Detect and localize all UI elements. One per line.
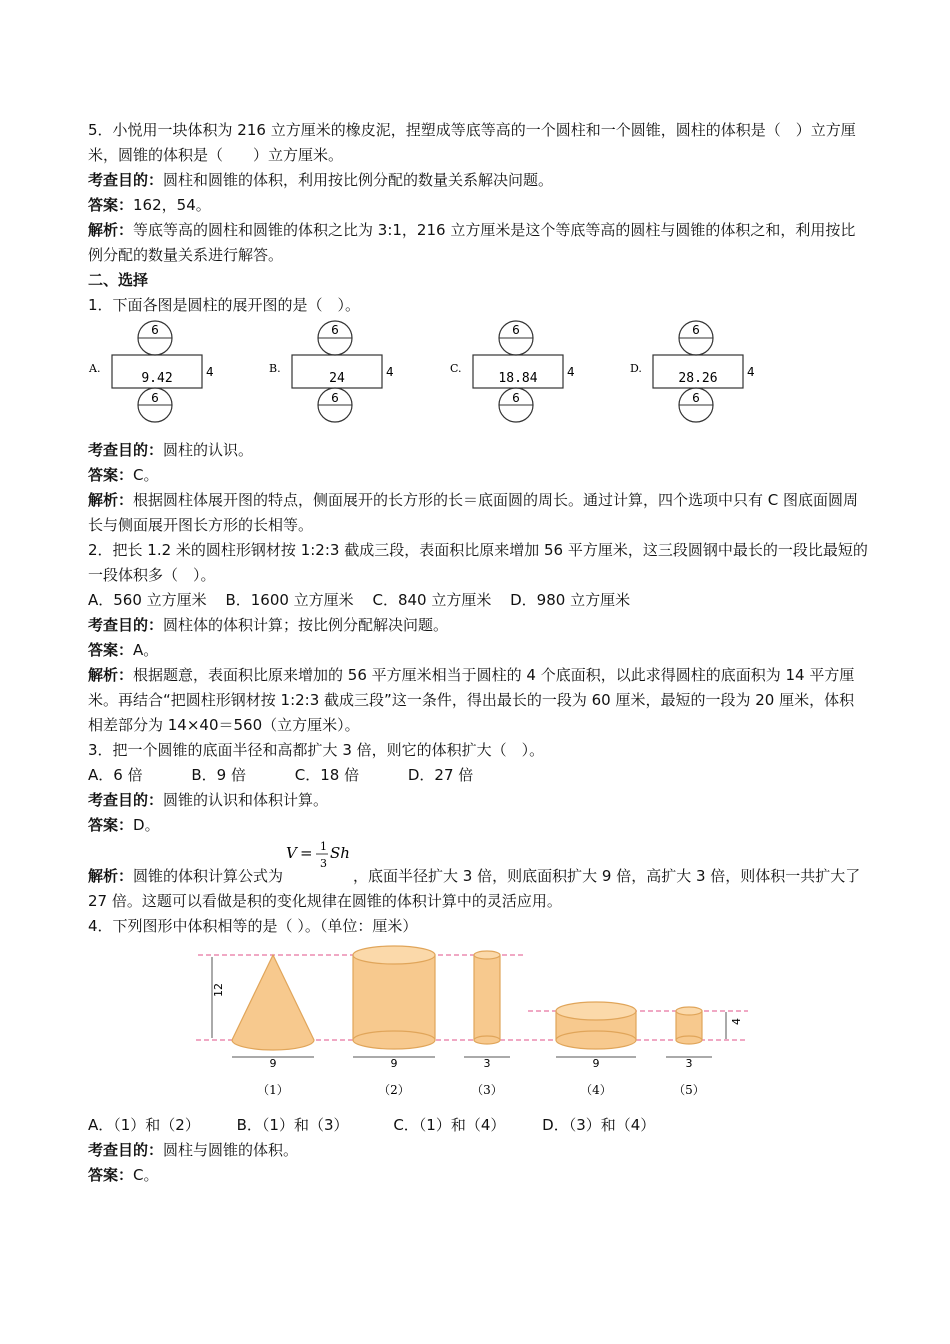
s2-answer xyxy=(88,638,868,663)
net-label: A. xyxy=(89,362,101,375)
option-b: B．（1）和（3） xyxy=(236,1116,349,1134)
analysis-label: 解析： xyxy=(88,666,134,684)
width-label: 3 xyxy=(483,1057,491,1070)
answer-label: 答案： xyxy=(88,641,134,659)
s1-question: 1．下面各图是圆柱的展开图的是（ ）。 xyxy=(88,296,361,314)
option-c: C．18 倍 xyxy=(294,766,360,784)
formula-v: V xyxy=(286,844,297,862)
document-page xyxy=(88,118,868,1188)
rect-length-label: 18.84 xyxy=(498,371,538,386)
volume-formula xyxy=(283,840,353,889)
net-c xyxy=(450,321,575,422)
option-b: B．9 倍 xyxy=(191,766,246,784)
option-d: D．980 立方厘米 xyxy=(510,591,631,609)
cylinder-top xyxy=(474,951,500,959)
cylinder-bottom xyxy=(676,1036,702,1044)
s1-answer xyxy=(88,463,868,488)
answer-text: D。 xyxy=(133,816,160,834)
rect-side-label: 4 xyxy=(206,365,214,379)
answer-text: C。 xyxy=(133,466,159,484)
rect-length-label: 9.42 xyxy=(141,371,173,386)
purpose-text: 圆柱与圆锥的体积。 xyxy=(163,1141,299,1159)
q5-question: 5．小悦用一块体积为 216 立方厘米的橡皮泥，捏塑成等底等高的一个圆柱和一个圆锥，圆柱的体积是（ ）立方厘米，圆锥的体积是（ ）立方厘米。 xyxy=(88,121,856,164)
width-label: 9 xyxy=(592,1057,600,1070)
option-a: A．6 倍 xyxy=(88,766,143,784)
s2-purpose xyxy=(88,613,868,638)
s2-options xyxy=(88,588,868,613)
option-d: D．（3）和（4） xyxy=(542,1116,656,1134)
formula-svg xyxy=(283,836,353,886)
answer-text: C。 xyxy=(133,1166,159,1184)
analysis-text: 根据圆柱体展开图的特点，侧面展开的长方形的长＝底面圆的周长。通过计算，四个选项中只有 C 图底面圆周长与侧面展开图长方形的长相等。 xyxy=(88,491,859,534)
s3-question: 3．把一个圆锥的底面半径和高都扩大 3 倍，则它的体积扩大（ ）。 xyxy=(88,741,545,759)
option-c: C．840 立方厘米 xyxy=(372,591,492,609)
cylinder-top xyxy=(353,946,435,964)
cylinder-body xyxy=(474,955,500,1040)
s1-purpose xyxy=(88,438,868,463)
cylinder-top xyxy=(676,1007,702,1015)
caption: （5） xyxy=(673,1083,705,1097)
width-label: 3 xyxy=(685,1057,693,1070)
analysis-text-after: ，底面半径扩大 3 倍，则底面积扩大 9 倍，高扩大 3 倍，则体积一共扩大了 27 倍。这题可以看做是积的变化规律在圆锥的体积计算中的灵活应用。 xyxy=(88,867,861,910)
s3-analysis xyxy=(88,840,868,914)
solids-figure xyxy=(188,945,768,1105)
s4-question: 4．下列图形中体积相等的是（ ）。（单位：厘米） xyxy=(88,917,418,935)
rect-length-label: 28.26 xyxy=(678,371,718,386)
s4-purpose xyxy=(88,1138,868,1163)
cone-shape xyxy=(232,955,314,1050)
diameter-label: 6 xyxy=(512,391,520,405)
cylinder-nets-figure xyxy=(88,320,788,432)
purpose-label: 考查目的： xyxy=(88,1141,164,1159)
purpose-text: 圆柱和圆锥的体积，利用按比例分配的数量关系解决问题。 xyxy=(163,171,554,189)
diameter-label: 6 xyxy=(692,391,700,405)
diameter-label: 6 xyxy=(331,323,339,337)
analysis-label: 解析： xyxy=(88,221,134,239)
s3-answer xyxy=(88,813,868,838)
answer-label: 答案： xyxy=(88,196,134,214)
net-label: C. xyxy=(450,362,462,375)
q5-analysis xyxy=(88,218,868,268)
section-title: 二、选择 xyxy=(88,271,149,289)
solid-5-cylinder xyxy=(666,1007,712,1097)
diameter-label: 6 xyxy=(512,323,520,337)
diameter-label: 6 xyxy=(692,323,700,337)
purpose-text: 圆锥的认识和体积计算。 xyxy=(163,791,329,809)
net-d xyxy=(630,321,755,422)
rect-side-label: 4 xyxy=(567,365,575,379)
rect-length-label: 24 xyxy=(329,371,345,386)
analysis-text: 根据题意，表面积比原来增加的 56 平方厘米相当于圆柱的 4 个底面积，以此求得圆柱的底面积为 14 平方厘米。再结合“把圆柱形钢材按 1:2:3 截成三段”这一条件，得出最长的一段为 60 厘米，最短的一段为 20 厘米，体积相差部分为 14×40＝560（立方厘米）。 xyxy=(88,666,855,734)
purpose-label: 考查目的： xyxy=(88,441,164,459)
cylinder-body xyxy=(353,955,435,1040)
net-label: B. xyxy=(269,362,281,375)
diameter-label: 6 xyxy=(151,391,159,405)
formula-denominator: 3 xyxy=(320,857,328,870)
purpose-label: 考查目的： xyxy=(88,616,164,634)
purpose-text: 圆柱的认识。 xyxy=(163,441,254,459)
s3-options xyxy=(88,763,868,788)
caption: （3） xyxy=(471,1083,503,1097)
analysis-label: 解析： xyxy=(88,491,134,509)
cylinder-bottom xyxy=(474,1036,500,1044)
option-d: D．27 倍 xyxy=(407,766,474,784)
s3-purpose xyxy=(88,788,868,813)
option-b: B．1600 立方厘米 xyxy=(225,591,354,609)
s1-analysis xyxy=(88,488,868,538)
height-label-12: 12 xyxy=(212,983,225,997)
diameter-label: 6 xyxy=(151,323,159,337)
s4-options xyxy=(88,1113,868,1138)
cylinder-bottom xyxy=(556,1031,636,1049)
option-c: C．（1）和（4） xyxy=(393,1116,506,1134)
analysis-text: 等底等高的圆柱和圆锥的体积之比为 3:1，216 立方厘米是这个等底等高的圆柱与圆锥的体积之和，利用按比例分配的数量关系进行解答。 xyxy=(88,221,856,264)
rect-side-label: 4 xyxy=(747,365,755,379)
diameter-label: 6 xyxy=(331,391,339,405)
purpose-label: 考查目的： xyxy=(88,171,164,189)
caption: （4） xyxy=(580,1083,612,1097)
s2-question: 2．把长 1.2 米的圆柱形钢材按 1:2:3 截成三段，表面积比原来增加 56 平方厘米，这三段圆钢中最长的一段比最短的一段体积多（ ）。 xyxy=(88,541,868,584)
analysis-text-before: 圆锥的体积计算公式为 xyxy=(133,867,284,885)
purpose-text: 圆柱体的体积计算；按比例分配解决问题。 xyxy=(163,616,449,634)
cylinder-bottom xyxy=(353,1031,435,1049)
width-label: 9 xyxy=(269,1057,277,1070)
formula-numerator: 1 xyxy=(320,840,328,853)
answer-label: 答案： xyxy=(88,1166,134,1184)
answer-text: A。 xyxy=(133,641,159,659)
solid-4-cylinder xyxy=(556,1002,636,1097)
caption: （2） xyxy=(378,1083,410,1097)
s2-analysis xyxy=(88,663,868,738)
net-b xyxy=(269,321,394,422)
height-label-4: 4 xyxy=(730,1018,743,1025)
solid-3-cylinder xyxy=(464,951,510,1097)
width-label: 9 xyxy=(390,1057,398,1070)
cylinder-top xyxy=(556,1002,636,1020)
option-a: A．（1）和（2） xyxy=(88,1116,200,1134)
answer-text: 162，54。 xyxy=(133,196,211,214)
solid-2-cylinder xyxy=(353,946,435,1097)
answer-label: 答案： xyxy=(88,816,134,834)
q5-answer xyxy=(88,193,868,218)
formula-eq: = xyxy=(300,844,313,862)
purpose-label: 考查目的： xyxy=(88,791,164,809)
solid-1-cone xyxy=(232,955,314,1097)
formula-sh: Sh xyxy=(330,844,350,862)
net-label: D. xyxy=(630,362,642,375)
s4-answer xyxy=(88,1163,868,1188)
option-a: A．560 立方厘米 xyxy=(88,591,207,609)
answer-label: 答案： xyxy=(88,466,134,484)
net-a xyxy=(88,321,214,422)
caption: （1） xyxy=(257,1083,289,1097)
analysis-label: 解析： xyxy=(88,867,134,885)
rect-side-label: 4 xyxy=(386,365,394,379)
q5-purpose xyxy=(88,168,868,193)
